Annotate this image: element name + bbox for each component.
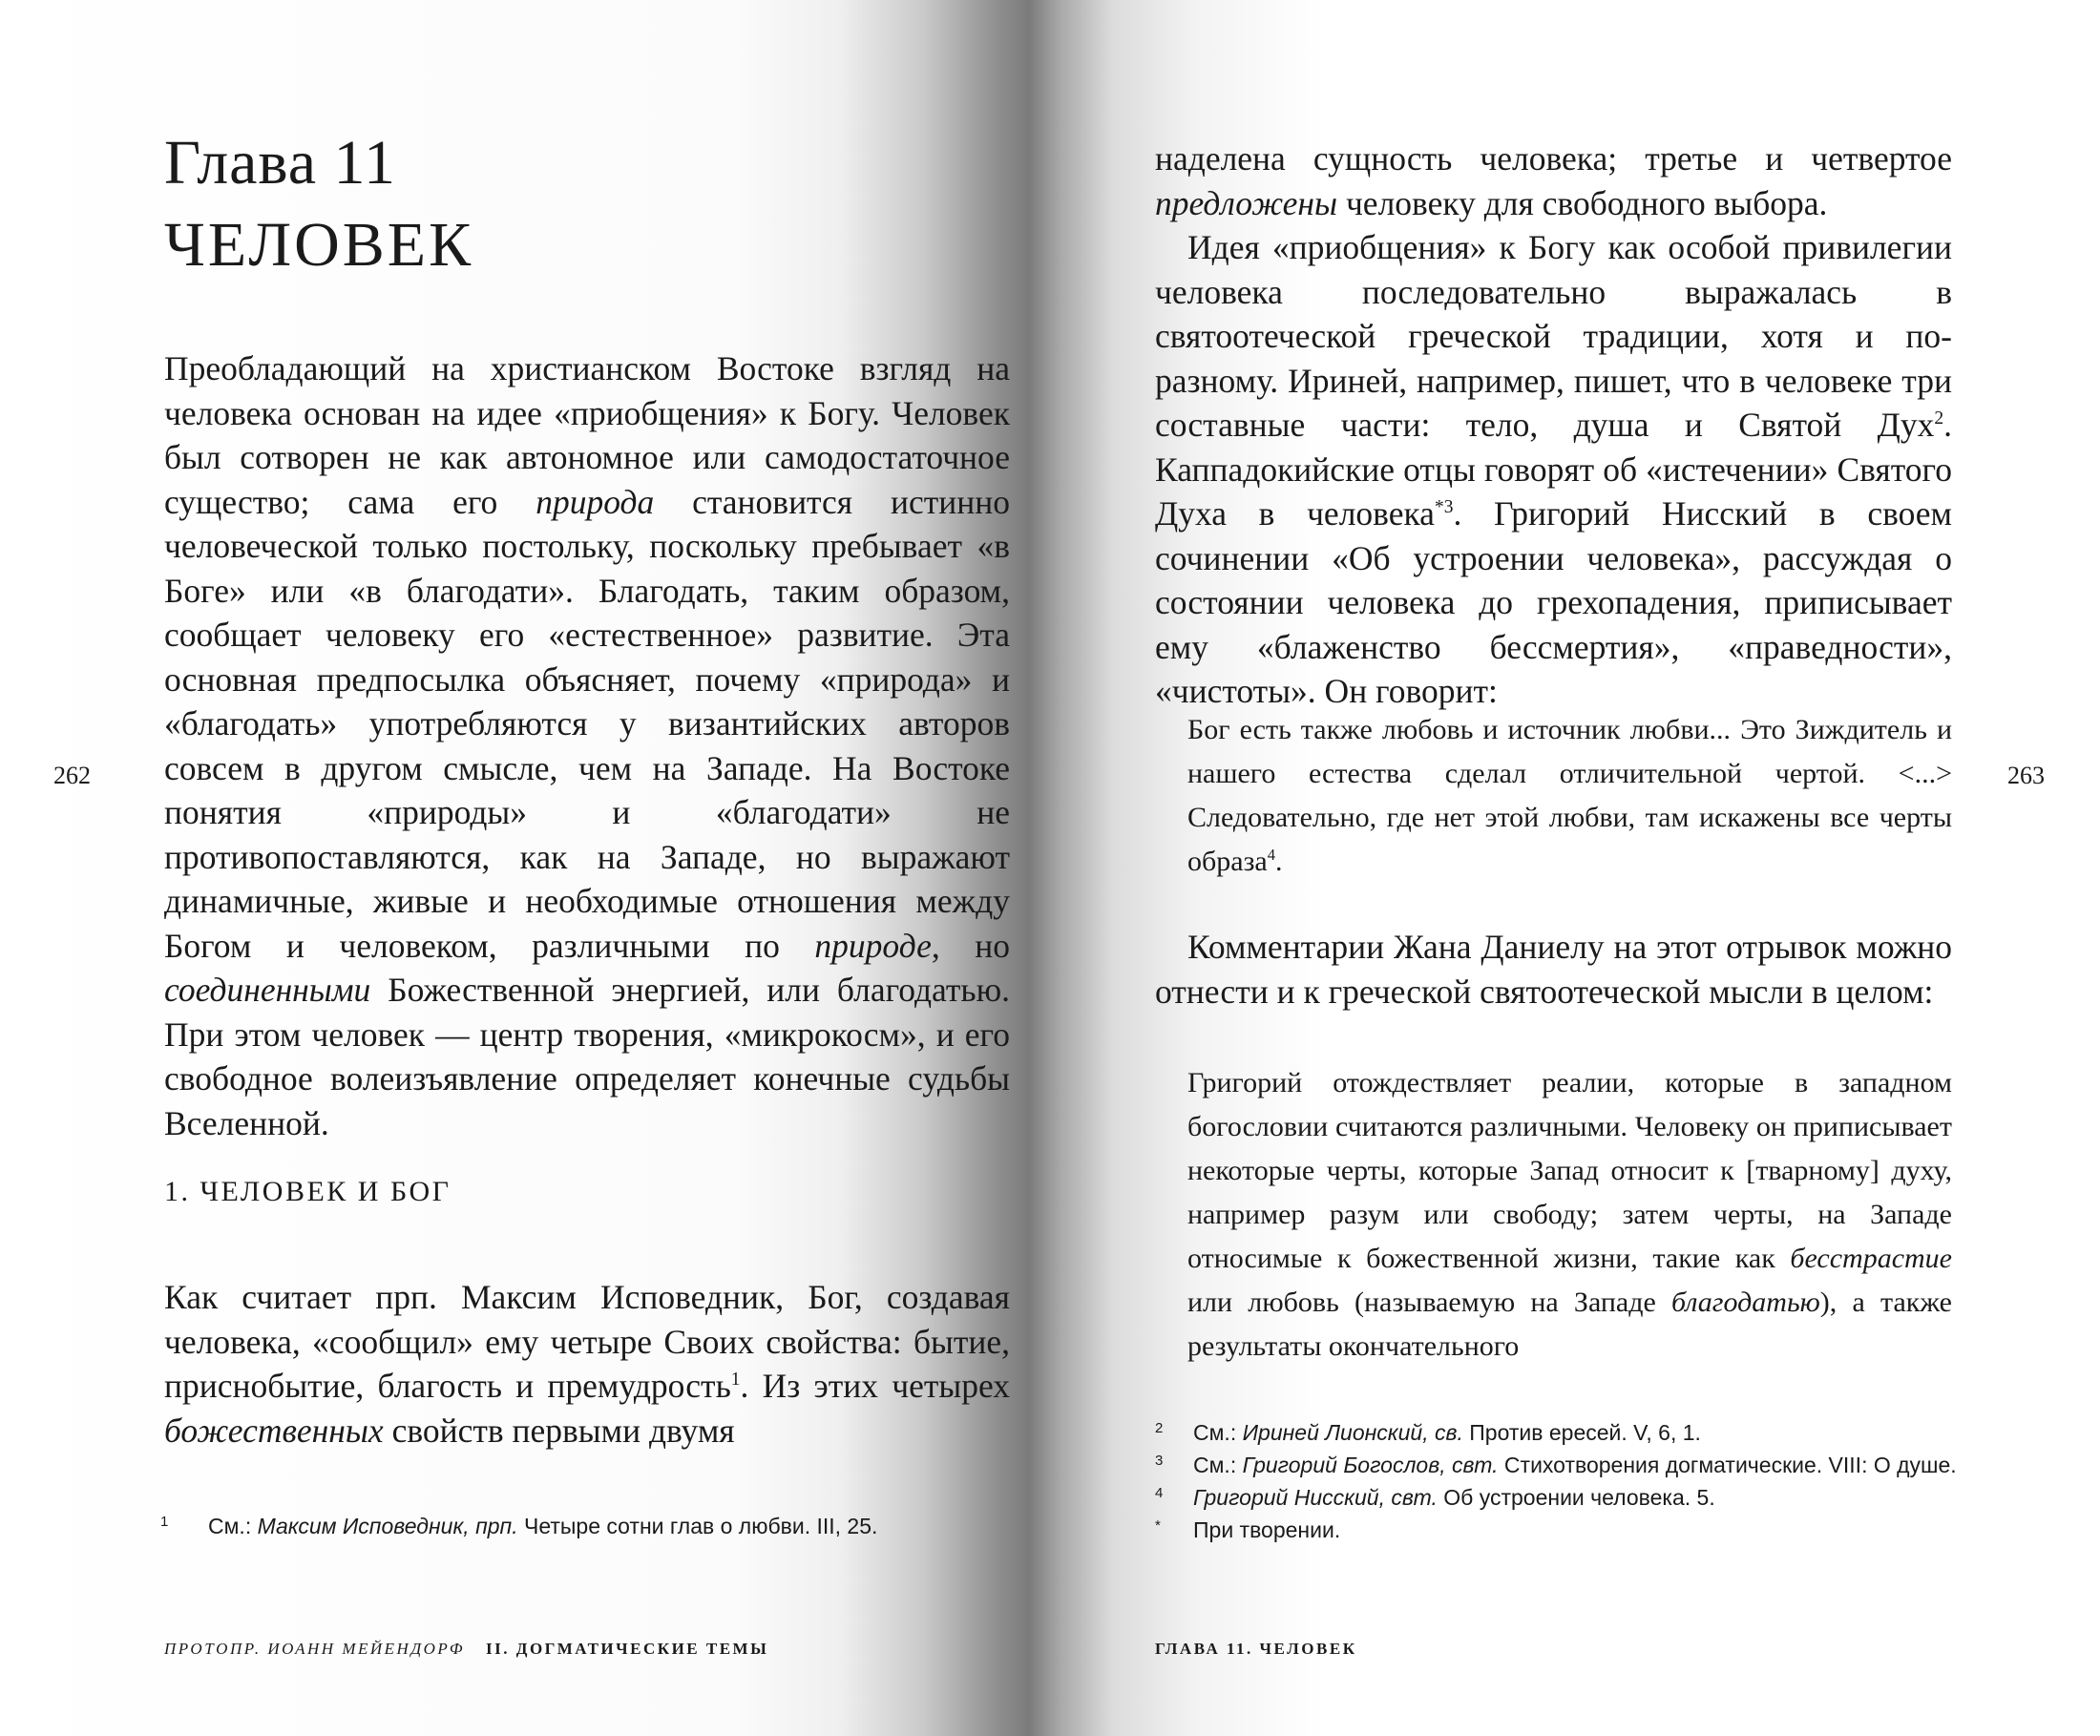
quote2-emphasis-dispassion: бесстрастие [1790, 1243, 1952, 1274]
section-emphasis-divine: божественных [164, 1411, 384, 1450]
footnote-2 [1155, 1416, 1701, 1449]
quote-gregory [1187, 708, 1952, 884]
footnote-asterisk [1155, 1514, 1341, 1546]
footnote-author: Григорий Нисский, свт. [1193, 1485, 1438, 1510]
quote1-text-2: . [1275, 846, 1283, 877]
running-head-left [164, 1640, 768, 1659]
section-text-2: . Из этих четырех [740, 1367, 1010, 1405]
section-paragraph [164, 1275, 1010, 1453]
continued-text-1: наделена сущность человека; третье и четвертое [1155, 139, 1952, 178]
footnote-prefix: См.: [1193, 1453, 1243, 1477]
paragraph-danielou: Комментарии Жана Даниелу на этот отрывок можно отнести и к греческой святоотеческой мысли в целом: [1155, 928, 1952, 1011]
footnote-ref-4[interactable]: 4 [1267, 846, 1275, 864]
footnote-number: 2 [1155, 1420, 1164, 1436]
footnote-ref-2[interactable]: 2 [1934, 408, 1944, 429]
quote2-text-1: Григорий отождествляет реалии, которые в западном богословии считаются различными. Человеку он приписывает некоторые черты, которые Запад относит к [тварному] духу, например разум или свободу; затем черты, на Западе относимые к божественной жизни, такие как [1187, 1067, 1952, 1274]
running-head-right [1155, 1640, 1357, 1659]
section-text-1: Как считает прп. Максим Исповедник, Бог, создавая человека, «сообщил» ему четыре Своих свойства: бытие, приснобытие, благость и премудрость [164, 1278, 1010, 1405]
running-head-part: II. ДОГМАТИЧЕСКИЕ ТЕМЫ [486, 1640, 769, 1658]
quote2-emphasis-grace: благодатью [1671, 1286, 1820, 1318]
page-number-left: 262 [53, 762, 91, 789]
intro-text-2: становится истинно человеческой только постольку, поскольку пребывает «в Боге» или «в благодати». Благодать, таким образом, сообщает человеку его «естественное» развитие. Эта основная предпосылка объясняет, почему «природа» и «благодать» употребляются у византийских авторов совсем в другом смысле, чем на Западе. На Востоке понятия «природы» и «благодати» не противопоставляются, как на Западе, но выражают динамичные, живые и необходимые отношения между Богом и человеком, различными по [164, 482, 1010, 965]
intro-text-3: , но [931, 926, 1010, 965]
intro-paragraph [164, 346, 1010, 1145]
chapter-name: ЧЕЛОВЕК [164, 210, 474, 280]
intro-text-1: Преобладающий на христианском Востоке взгляд на человека основан на идее «приобщения» к Богу. Человек был сотворен не как автономное или самодостаточное существо; сама его [164, 349, 1010, 521]
footnote-1 [160, 1510, 878, 1542]
footnote-number: 4 [1155, 1485, 1164, 1501]
footnote-prefix: См.: [1193, 1420, 1243, 1445]
section-text-3: свойств первыми двумя [383, 1411, 735, 1450]
footnote-number: 1 [160, 1514, 169, 1530]
right-page [1050, 0, 2100, 1736]
footnote-source: Четыре сотни глав о любви. III, 25. [517, 1514, 878, 1538]
communion-text-1: Идея «приобщения» к Богу как особой привилегии человека последовательно выражалась в святоотеческой греческой традиции, хотя и по-разному. Ириней, например, пишет, что в человеке три составные части: тело, душа и Святой Дух [1155, 228, 1952, 444]
page-number-right: 263 [2007, 762, 2045, 789]
continued-paragraph [1155, 136, 1952, 225]
chapter-number: Глава 11 [164, 128, 397, 198]
quote1-text-1: Бог есть также любовь и источник любви... Это Зиждитель и нашего естества сделал отличительной чертой. <...> Следовательно, где нет этой любви, там искажены все черты образа [1187, 714, 1952, 877]
footnote-ref-3[interactable]: *3 [1434, 497, 1454, 518]
communion-text-2: . Каппадокийские отцы говорят об «истечении» Святого Духа в человека [1155, 406, 1952, 533]
continued-text-2: человеку для свободного выбора. [1337, 183, 1828, 222]
footnote-source: При творении. [1193, 1517, 1341, 1542]
paragraph-communion [1155, 225, 1952, 714]
communion-text-3: . Григорий Нисский в своем сочинении «Об устроении человека», рассуждая о состоянии человека до грехопадения, приписывает ему «блаженство бессмертия», «праведности», «чистоты». Он говорит: [1155, 494, 1952, 710]
footnote-ref-1[interactable]: 1 [730, 1370, 741, 1391]
footnote-author: Григорий Богослов, свт. [1242, 1453, 1499, 1477]
footnote-author: Ириней Лионский, св. [1242, 1420, 1463, 1445]
footnote-number: * [1155, 1517, 1161, 1534]
quote-danielou [1187, 1061, 1952, 1369]
footnote-prefix: См.: [208, 1514, 258, 1538]
section-heading: 1. ЧЕЛОВЕК И БОГ [164, 1176, 452, 1207]
footnote-4 [1155, 1481, 1715, 1514]
footnote-source: Об устроении человека. 5. [1437, 1485, 1715, 1510]
running-head-chapter: ГЛАВА 11. ЧЕЛОВЕК [1155, 1640, 1357, 1658]
footnote-number: 3 [1155, 1453, 1164, 1469]
quote2-text-3: ), а также результаты окончательного [1187, 1286, 1952, 1362]
footnote-author: Максим Исповедник, прп. [257, 1514, 518, 1538]
intro-emphasis-nature: природа [536, 482, 655, 521]
quote2-text-2: или любовь (называемую на Западе [1187, 1286, 1672, 1318]
intro-text-4: Божественной энергией, или благодатью. При этом человек — центр творения, «микрокосм», и его свободное волеизъявление определяет конечные судьбы Вселенной. [164, 971, 1010, 1142]
intro-emphasis-nature-2: природе [814, 926, 932, 965]
continued-emphasis-offered: предложены [1155, 183, 1338, 222]
footnote-source: Против ересей. V, 6, 1. [1462, 1420, 1701, 1445]
intro-emphasis-united: соединенными [164, 971, 371, 1009]
running-head-author: ПРОТОПР. ИОАНН МЕЙЕНДОРФ [164, 1640, 466, 1658]
footnote-3 [1155, 1449, 1957, 1481]
chapter-title [164, 122, 473, 286]
footnote-source: Стихотворения догматические. VIII: О душе. [1498, 1453, 1957, 1477]
